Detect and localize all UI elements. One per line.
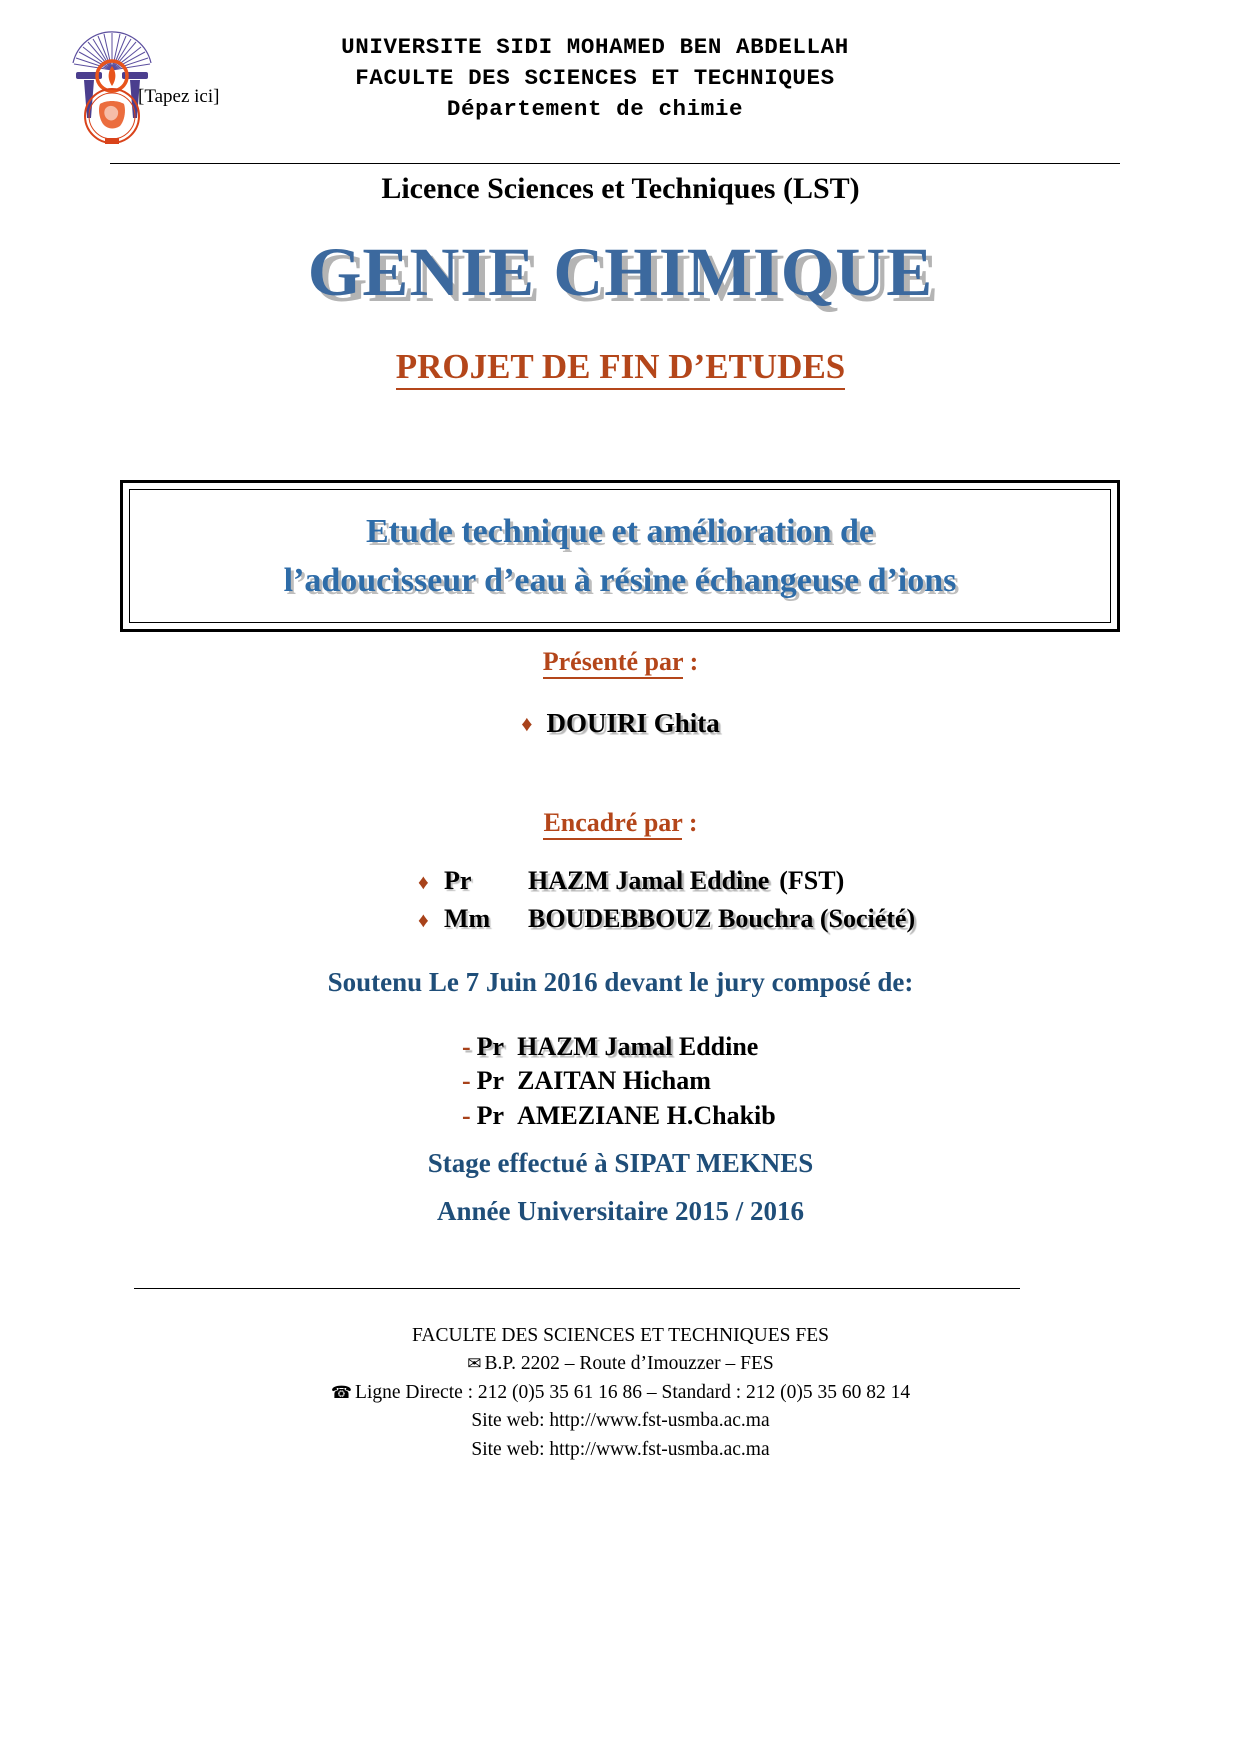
supervisor-affiliation: (FST) [779, 866, 845, 895]
supervisor-list [0, 866, 1241, 942]
defense-line: Soutenu Le 7 Juin 2016 devant le jury composé de: [327, 967, 914, 997]
jury-row [0, 1030, 1241, 1064]
jury-dash: - [462, 1066, 471, 1096]
footer-phone: Ligne Directe : 212 (0)5 35 61 16 86 – Standard : 212 (0)5 35 60 82 14 [355, 1381, 911, 1403]
envelope-icon: ✉ [467, 1354, 482, 1374]
project-title-line2: l’adoucisseur d’eau à résine échangeuse d’ions [283, 562, 957, 599]
footer-divider [134, 1288, 1020, 1289]
presented-by-colon: : [683, 647, 699, 676]
jury-row [0, 1064, 1241, 1098]
document-type [0, 347, 1241, 387]
jury-name-rest: AMEZIANE H.Chakib [517, 1100, 776, 1130]
jury-title: Pr [476, 1100, 505, 1130]
header-divider [110, 163, 1120, 164]
academic-year-line: Année Universitaire 2015 / 2016 [437, 1196, 804, 1226]
supervisor-title: Pr [444, 866, 472, 895]
internship-line: Stage effectué à SIPAT MEKNES [427, 1148, 814, 1178]
jury-row [0, 1099, 1241, 1133]
document-type-label: PROJET DE FIN D’ETUDES [396, 347, 846, 390]
program-line: Licence Sciences et Techniques (LST) [381, 172, 860, 205]
footer-website-1: Site web: http://www.fst-usmba.ac.ma [471, 1410, 770, 1432]
department-name: Département de chimie [446, 96, 744, 123]
field-title: GENIE CHIMIQUE [307, 234, 934, 310]
jury-name-rest: ZAITAN Hicham [517, 1066, 711, 1096]
supervisor-name: BOUDEBBOUZ Bouchra (Société) [528, 904, 916, 933]
jury-list [0, 1030, 1241, 1133]
diamond-bullet-icon: ♦ [418, 908, 429, 932]
supervisor-title: Mm [444, 904, 491, 933]
university-name: UNIVERSITE SIDI MOHAMED BEN ABDELLAH [341, 34, 849, 60]
supervised-by-colon: : [682, 808, 698, 837]
student-list-item [0, 708, 1241, 739]
project-title-inner [129, 489, 1111, 623]
jury-title: Pr [476, 1066, 505, 1096]
supervisor-row [0, 866, 1241, 896]
telephone-icon: ☎ [330, 1382, 353, 1402]
institution-block [200, 32, 990, 125]
jury-name-rest: Eddine [672, 1032, 759, 1061]
presented-by-label: Présenté par [543, 647, 683, 679]
jury-name-highlight: HAZM Jamal [517, 1032, 673, 1061]
footer-address-row [0, 1350, 1241, 1378]
diamond-bullet-icon: ♦ [418, 870, 429, 894]
jury-title: Pr [476, 1032, 505, 1061]
faculty-name: FACULTE DES SCIENCES ET TECHNIQUES [355, 65, 835, 92]
jury-dash: - [462, 1100, 471, 1130]
student-name: DOUIRI Ghita [546, 708, 720, 738]
page-footer [0, 1322, 1241, 1464]
supervised-by-heading [0, 808, 1241, 838]
footer-faculty: FACULTE DES SCIENCES ET TECHNIQUES FES [412, 1325, 829, 1346]
jury-dash: - [462, 1032, 471, 1061]
project-title-box [120, 480, 1120, 632]
footer-phone-row [0, 1379, 1241, 1407]
supervised-by-label: Encadré par [543, 808, 682, 840]
tapez-ici-placeholder: [Tapez ici] [138, 86, 220, 107]
supervisor-name: HAZM Jamal Eddine [528, 866, 770, 895]
project-title-line1: Etude technique et amélioration de [365, 512, 875, 550]
footer-website-2: Site web: http://www.fst-usmba.ac.ma [471, 1438, 770, 1460]
presented-by-heading [0, 647, 1241, 677]
footer-address: B.P. 2202 – Route d’Imouzzer – FES [484, 1353, 774, 1375]
diamond-bullet-icon: ♦ [521, 711, 533, 736]
supervisor-row [0, 904, 1241, 934]
page-header [0, 26, 1241, 156]
